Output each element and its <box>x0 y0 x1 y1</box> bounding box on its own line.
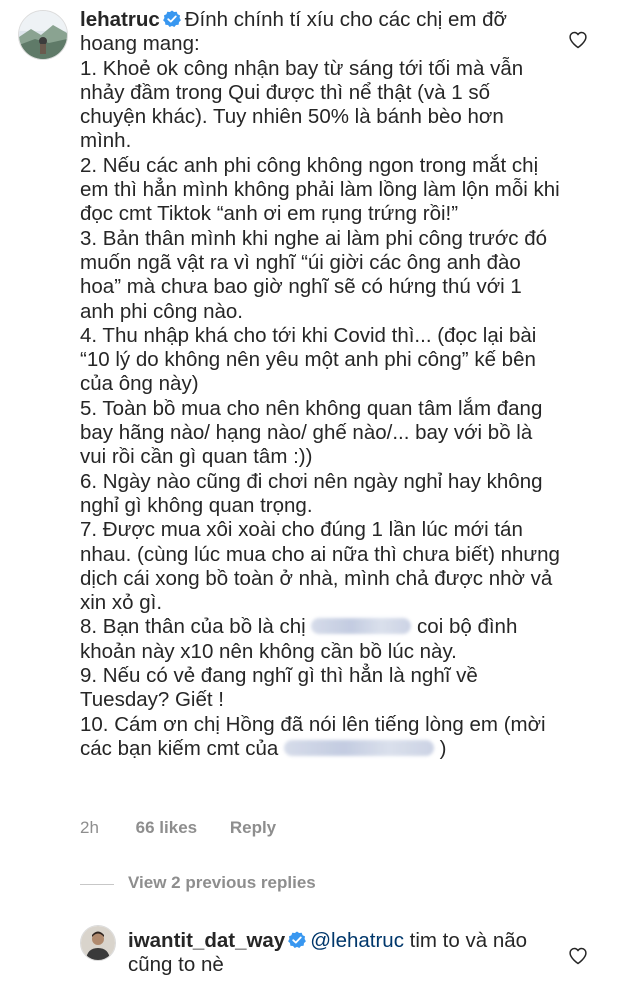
point-4: 4. Thu nhập khá cho tới khi Covid thì... (đọc lại bài “10 lý do không nên yêu một anh phi công” kế bên của ông này) <box>80 323 537 396</box>
avatar-person-image <box>81 926 115 960</box>
likes-count[interactable]: 66 likes <box>135 818 198 837</box>
intro-text: Đính chính tí xíu cho các chị em đỡ hoang mang: <box>80 8 507 56</box>
point-10-before: 10. Cám ơn chị Hồng đã nói lên tiếng lòng em (mời các bạn kiếm cmt của <box>80 712 546 760</box>
replies-divider <box>80 884 114 885</box>
comment-body <box>80 8 560 761</box>
comment-meta <box>80 818 304 838</box>
timestamp: 2h <box>80 818 99 837</box>
point-10 <box>80 713 560 762</box>
comment-intro <box>80 8 560 57</box>
point-2: 2. Nếu các anh phi công không ngon trong mắt chị em thì hẳn mình không phải làm lồng làm lộn mỗi khi đọc cmt Tiktok “anh ơi em rụng trứng rồi!” <box>80 153 560 226</box>
blurred-username <box>284 740 434 756</box>
avatar-landscape-image <box>19 11 67 59</box>
point-6: 6. Ngày nào cũng đi chơi nên ngày nghỉ hay không nghỉ gì không quan trọng. <box>80 469 543 517</box>
point-1: 1. Khoẻ ok công nhận bay từ sáng tới tối mà vẫn nhảy đầm trong Qui được thì nể thật (và 1 số chuyện khác). Tuy nhiên 50% là bánh bèo hơn mình. <box>80 56 524 153</box>
verified-badge-icon <box>288 931 306 949</box>
verified-badge-icon <box>163 10 181 28</box>
mention-link[interactable]: @lehatruc <box>310 929 404 952</box>
avatar-iwantit_dat_way[interactable] <box>80 925 116 961</box>
username[interactable]: iwantit_dat_way <box>128 929 286 952</box>
point-3: 3. Bản thân mình khi nghe ai làm phi công trước đó muốn ngã vật ra vì nghĩ “úi giời các ông anh đào hoa” mà chưa bao giờ nghĩ sẽ có hứng thú với 1 anh phi công nào. <box>80 226 548 323</box>
blurred-username <box>311 618 411 634</box>
point-7: 7. Được mua xôi xoài cho đúng 1 lần lúc mới tán nhau. (cùng lúc mua cho ai nữa thì chưa biết) nhưng dịch cái xong bồ toàn ở nhà, mình chả được nhờ vả xin xỏ gì. <box>80 518 560 615</box>
username[interactable]: lehatruc <box>80 8 160 31</box>
reply-body <box>128 929 528 978</box>
heart-outline-icon[interactable] <box>568 946 588 966</box>
view-replies-button[interactable]: View 2 previous replies <box>128 873 316 892</box>
avatar-lehatruc[interactable] <box>18 10 68 60</box>
point-8-after: coi bộ đình khoản này x10 nên không cần bồ lúc này. <box>80 615 518 663</box>
point-5: 5. Toàn bồ mua cho nên không quan tâm lắm đang bay hãng nào/ hạng nào/ ghế nào/... bay với bồ là vui rồi cần gì quan tâm :)) <box>80 396 543 469</box>
reply-text: tim to và não cũng to nè <box>128 929 528 977</box>
point-10-after: ) <box>433 736 447 760</box>
point-8-before: 8. Bạn thân của bồ là chị <box>80 615 312 639</box>
point-9: 9. Nếu có vẻ đang nghĩ gì thì hẳn là nghĩ về Tuesday? Giết ! <box>80 664 478 712</box>
heart-outline-icon[interactable] <box>568 30 588 50</box>
reply-button[interactable]: Reply <box>229 818 277 837</box>
point-8 <box>80 615 560 664</box>
